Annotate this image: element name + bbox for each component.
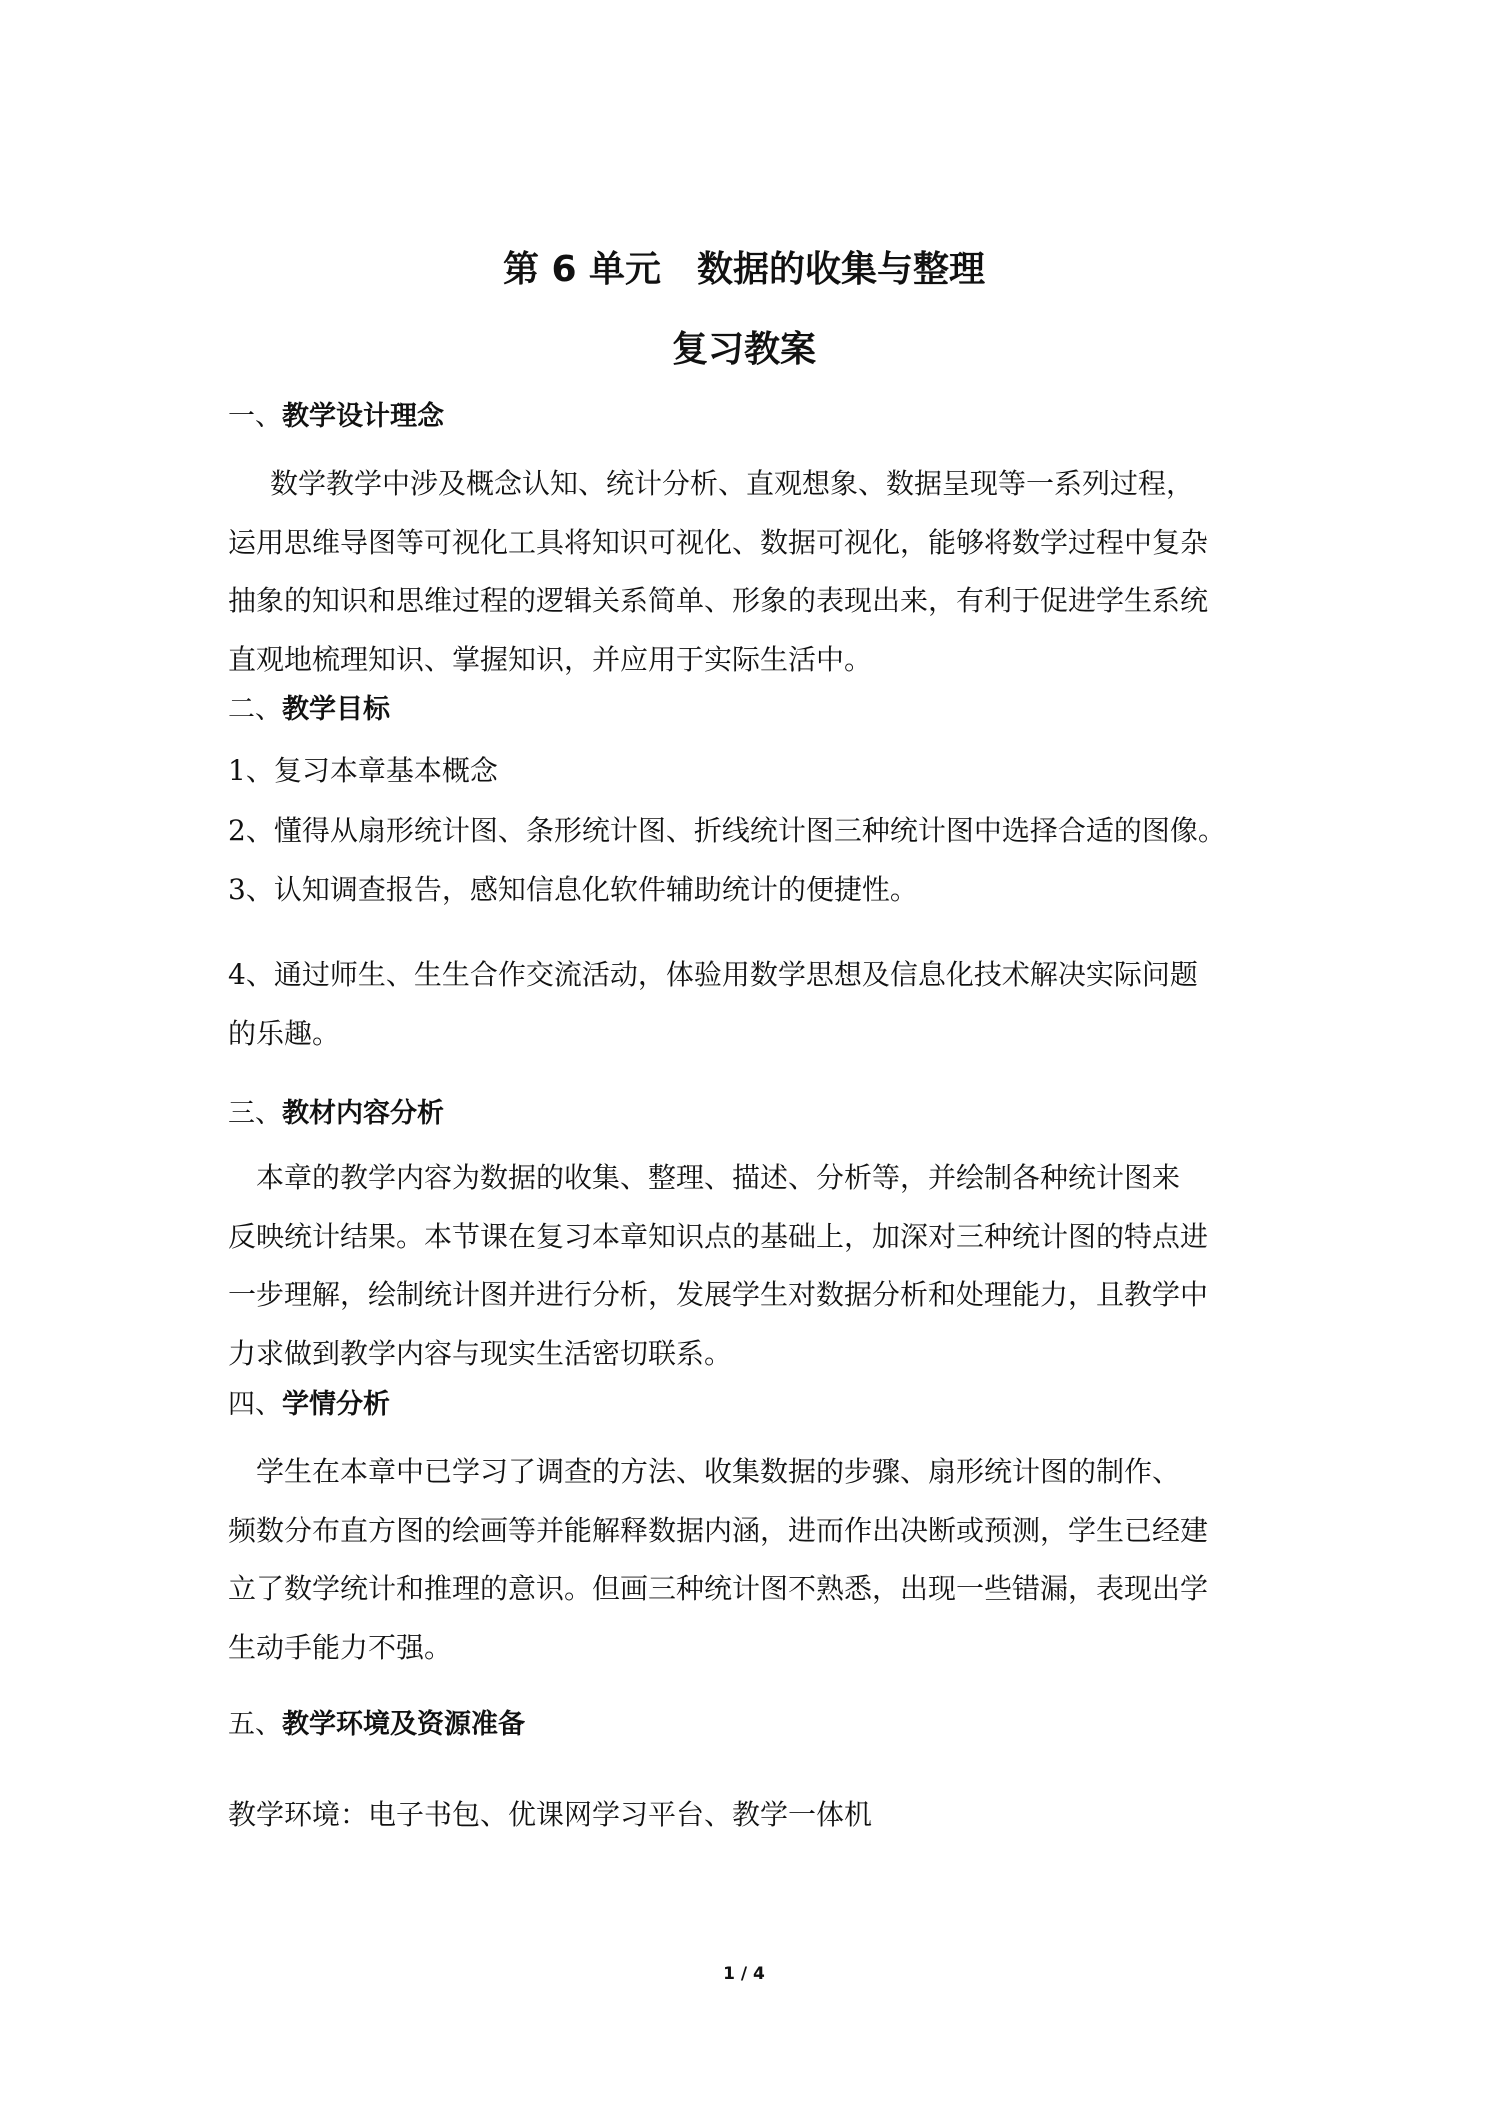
paragraph-line: 数学教学中涉及概念认知、统计分析、直观想象、数据呈现等一系列过程， xyxy=(242,467,1195,500)
paragraph-line: 频数分布直方图的绘画等并能解释数据内涵，进而作出决断或预测，学生已经建 xyxy=(228,1513,1209,1547)
paragraph-line: 抽象的知识和思维过程的逻辑关系简单、形象的表现出来，有利于促进学生系统 xyxy=(228,584,1209,617)
page-number: 1 / 4 xyxy=(723,1964,765,1984)
section-number: 一、 xyxy=(228,401,282,432)
paragraph-line: 本章的教学内容为数据的收集、整理、描述、分析等，并绘制各种统计图来 xyxy=(228,1161,1181,1194)
section-heading-environment xyxy=(228,1707,525,1743)
paragraph-content-analysis xyxy=(228,1149,1268,1383)
paragraph-line: 一步理解，绘制统计图并进行分析，发展学生对数据分析和处理能力，且教学中 xyxy=(228,1278,1209,1311)
paragraph-line: 4、通过师生、生生合作交流活动，体验用数学思想及信息化技术解决实际问题 xyxy=(228,958,1198,991)
paragraph-line: 直观地梳理知识、掌握知识，并应用于实际生活中。 xyxy=(228,642,873,676)
section-title: 教学目标 xyxy=(282,694,390,725)
environment-line: 教学环境：电子书包、优课网学习平台、教学一体机 xyxy=(228,1798,873,1831)
section-heading-objectives xyxy=(228,692,390,728)
objective-item-2: 2、懂得从扇形统计图、条形统计图、折线统计图三种统计图中选择合适的图像。 xyxy=(228,814,1226,847)
section-title: 教学环境及资源准备 xyxy=(282,1709,525,1740)
objective-item-1: 1、复习本章基本概念 xyxy=(228,754,498,787)
section-title: 教材内容分析 xyxy=(282,1098,444,1129)
section-heading-learner-analysis xyxy=(228,1387,390,1423)
objective-item-3: 3、认知调查报告，感知信息化软件辅助统计的便捷性。 xyxy=(228,873,918,906)
document-subtitle: 复习教案 xyxy=(671,329,816,370)
paragraph-line: 力求做到教学内容与现实生活密切联系。 xyxy=(228,1336,733,1370)
section-heading-content-analysis xyxy=(228,1096,444,1132)
section-heading-design-concept xyxy=(228,399,444,435)
section-number: 五、 xyxy=(228,1709,282,1740)
paragraph-line: 生动手能力不强。 xyxy=(228,1630,453,1664)
section-title: 教学设计理念 xyxy=(282,401,444,432)
paragraph-line: 立了数学统计和推理的意识。但画三种统计图不熟悉，出现一些错漏，表现出学 xyxy=(228,1572,1209,1605)
section-number: 三、 xyxy=(228,1098,282,1129)
section-number: 二、 xyxy=(228,694,282,725)
paragraph-learner-analysis xyxy=(228,1443,1268,1677)
paragraph-design-concept xyxy=(228,455,1268,689)
objective-item-4 xyxy=(228,946,1268,1063)
paragraph-line: 的乐趣。 xyxy=(228,1016,341,1050)
paragraph-line: 反映统计结果。本节课在复习本章知识点的基础上，加深对三种统计图的特点进 xyxy=(228,1219,1209,1253)
section-title: 学情分析 xyxy=(282,1389,390,1420)
paragraph-line: 运用思维导图等可视化工具将知识可视化、数据可视化，能够将数学过程中复杂 xyxy=(228,525,1209,559)
document-title: 第 6 单元 数据的收集与整理 xyxy=(502,249,986,290)
section-number: 四、 xyxy=(228,1389,282,1420)
paragraph-line: 学生在本章中已学习了调查的方法、收集数据的步骤、扇形统计图的制作、 xyxy=(228,1455,1181,1488)
